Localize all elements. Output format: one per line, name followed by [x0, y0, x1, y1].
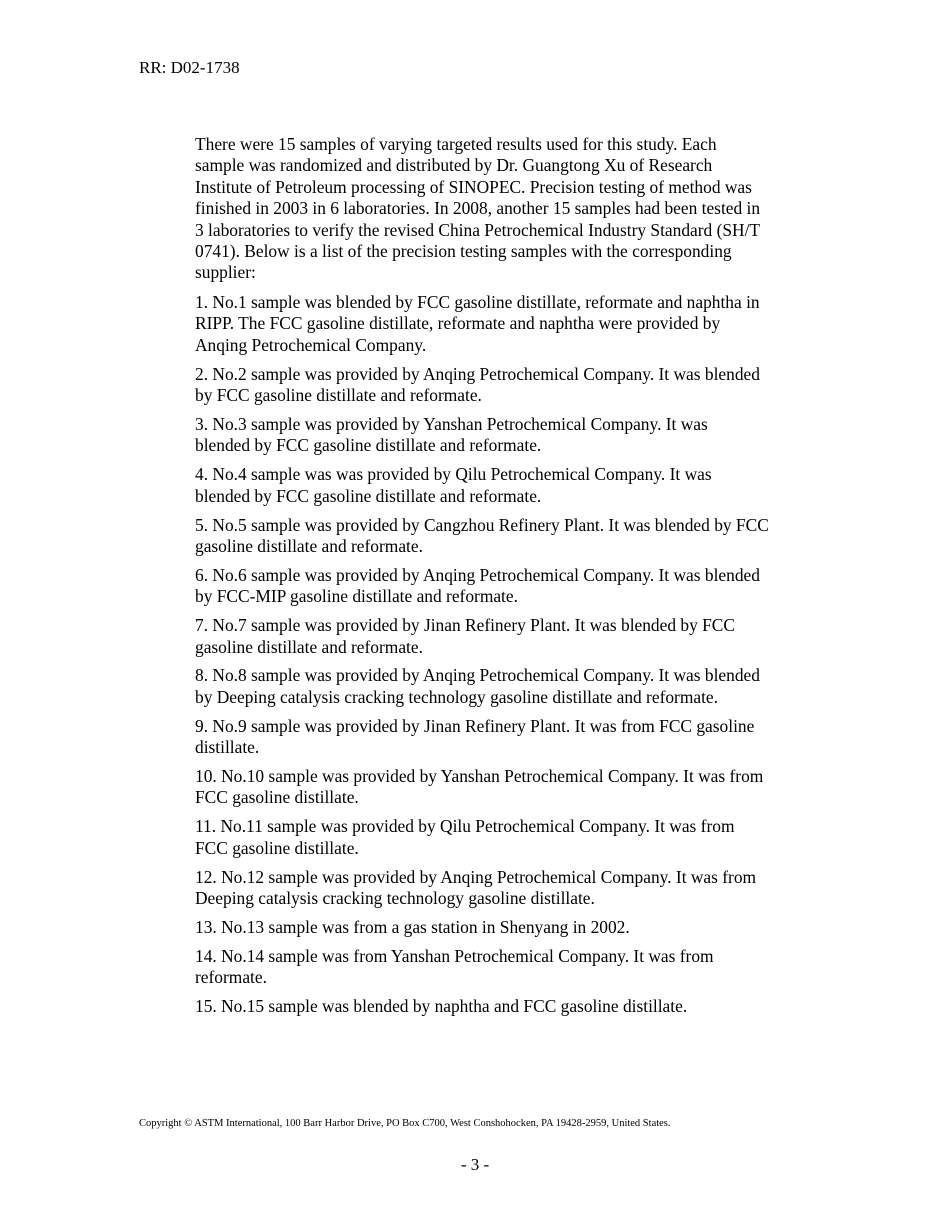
sample-item-15 [195, 996, 820, 1017]
sample-line: blended by FCC gasoline distillate and reformate. [195, 435, 542, 456]
sample-line: distillate. [195, 737, 260, 758]
document-body [195, 134, 820, 1025]
sample-line: by FCC-MIP gasoline distillate and reformate. [195, 586, 518, 607]
sample-line: reformate. [195, 967, 267, 988]
sample-line: 3. No.3 sample was provided by Yanshan Petrochemical Company. It was [195, 413, 708, 434]
sample-item-10 [195, 766, 820, 809]
sample-line: 2. No.2 sample was provided by Anqing Petrochemical Company. It was blended [195, 363, 760, 384]
sample-item-3 [195, 414, 820, 457]
sample-item-9 [195, 716, 820, 759]
sample-item-7 [195, 615, 820, 658]
intro-line: Institute of Petroleum processing of SINOPEC. Precision testing of method was [195, 176, 752, 197]
sample-item-8 [195, 665, 820, 708]
sample-line: 12. No.12 sample was provided by Anqing Petrochemical Company. It was from [195, 866, 757, 887]
intro-line: supplier: [195, 262, 256, 283]
intro-line: 3 laboratories to verify the revised China Petrochemical Industry Standard (SH/T [195, 219, 761, 240]
sample-line: FCC gasoline distillate. [195, 787, 359, 808]
sample-line: by Deeping catalysis cracking technology gasoline distillate and reformate. [195, 686, 718, 707]
intro-line: finished in 2003 in 6 laboratories. In 2008, another 15 samples had been tested in [195, 198, 761, 219]
intro-line: 0741). Below is a list of the precision testing samples with the corresponding [195, 241, 732, 262]
sample-line: gasoline distillate and reformate. [195, 535, 423, 556]
page-number: - 3 - [460, 1155, 490, 1174]
sample-item-4 [195, 464, 820, 507]
sample-line: FCC gasoline distillate. [195, 837, 359, 858]
sample-line: 15. No.15 sample was blended by naphtha and FCC gasoline distillate. [195, 996, 688, 1017]
copyright-footer: Copyright © ASTM International, 100 Barr Harbor Drive, PO Box C700, West Conshohocken, PA 19428-2959, United States. [139, 1118, 671, 1129]
sample-line: 11. No.11 sample was provided by Qilu Petrochemical Company. It was from [195, 816, 735, 837]
sample-item-2 [195, 364, 820, 407]
sample-line: 13. No.13 sample was from a gas station in Shenyang in 2002. [195, 917, 630, 937]
intro-line: sample was randomized and distributed by Dr. Guangtong Xu of Research [195, 155, 713, 176]
report-id-header: RR: D02-1738 [139, 58, 240, 77]
sample-item-13 [195, 917, 820, 938]
sample-line: 14. No.14 sample was from Yanshan Petrochemical Company. It was from [195, 945, 714, 966]
sample-line: 10. No.10 sample was provided by Yanshan Petrochemical Company. It was from [195, 766, 764, 787]
sample-item-1 [195, 292, 820, 356]
sample-line: 1. No.1 sample was blended by FCC gasoline distillate, reformate and naphtha in [195, 291, 760, 312]
sample-line: RIPP. The FCC gasoline distillate, reformate and naphtha were provided by [195, 313, 721, 334]
sample-line: 4. No.4 sample was was provided by Qilu Petrochemical Company. It was [195, 464, 712, 485]
sample-item-14 [195, 946, 820, 989]
intro-line: There were 15 samples of varying targeted results used for this study. Each [195, 134, 717, 154]
sample-item-11 [195, 816, 820, 859]
sample-line: Anqing Petrochemical Company. [195, 334, 427, 355]
sample-line: 5. No.5 sample was provided by Cangzhou Refinery Plant. It was blended by FCC [195, 514, 769, 535]
sample-item-12 [195, 867, 820, 910]
sample-line: 6. No.6 sample was provided by Anqing Petrochemical Company. It was blended [195, 564, 760, 585]
sample-item-5 [195, 515, 820, 558]
sample-line: 7. No.7 sample was provided by Jinan Refinery Plant. It was blended by FCC [195, 615, 736, 636]
sample-line: gasoline distillate and reformate. [195, 636, 423, 657]
sample-item-6 [195, 565, 820, 608]
intro-paragraph [195, 134, 820, 284]
sample-line: blended by FCC gasoline distillate and reformate. [195, 485, 542, 506]
sample-line: Deeping catalysis cracking technology gasoline distillate. [195, 888, 595, 909]
sample-line: by FCC gasoline distillate and reformate. [195, 384, 482, 405]
sample-line: 8. No.8 sample was provided by Anqing Petrochemical Company. It was blended [195, 665, 760, 686]
sample-line: 9. No.9 sample was provided by Jinan Refinery Plant. It was from FCC gasoline [195, 715, 755, 736]
